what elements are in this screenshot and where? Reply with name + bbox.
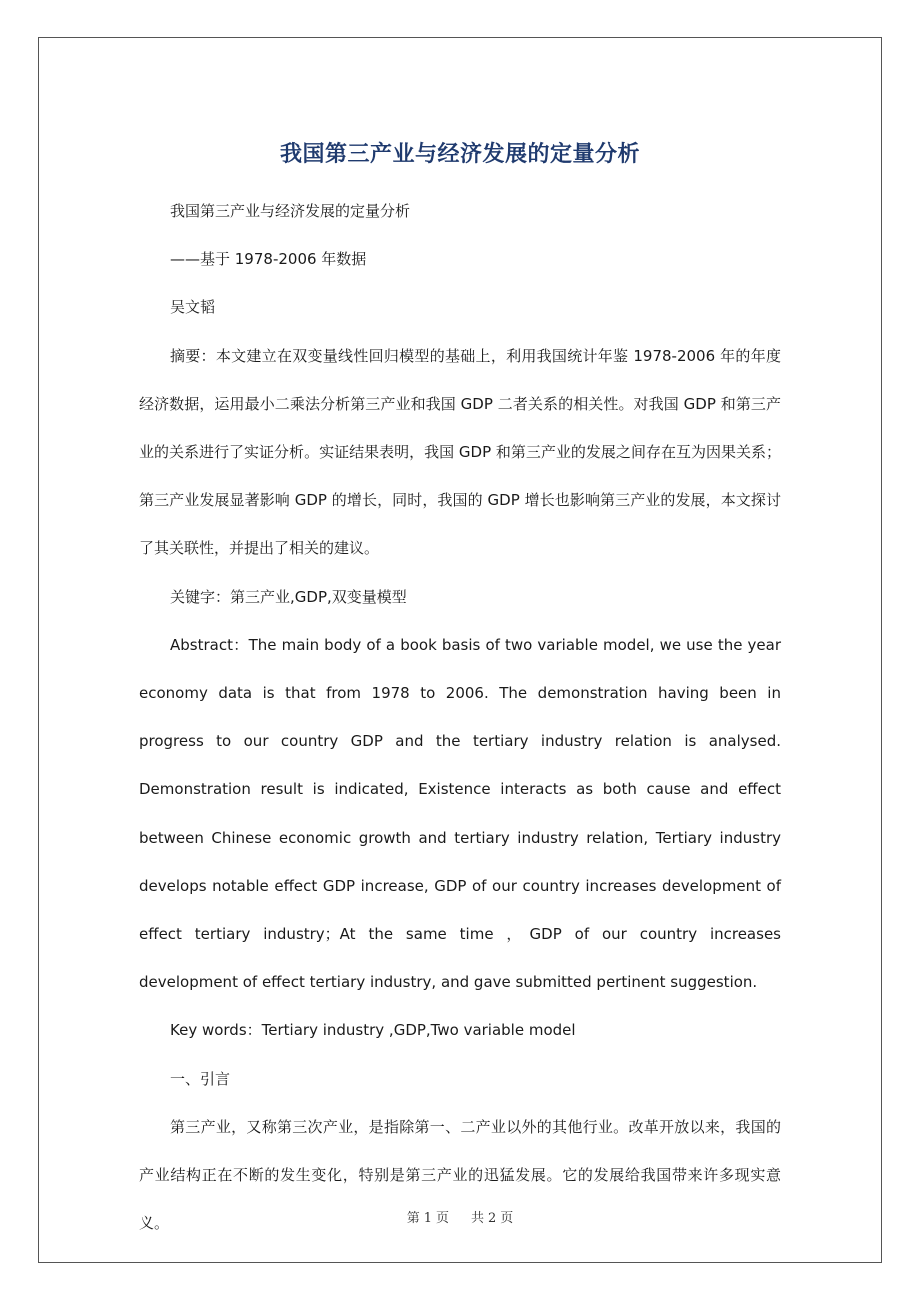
page-footer	[0, 1207, 920, 1226]
total-pages-number: 2	[488, 1211, 497, 1226]
total-unit: 页	[500, 1211, 514, 1226]
intro-paragraph: 第三产业，又称第三次产业，是指除第一、二产业以外的其他行业。改革开放以来，我国的产业结构正在不断的发生变化，特别是第三产业的迅猛发展。它的发展给我国带来许多现实意义。	[139, 1117, 781, 1233]
subtitle-paragraph: 我国第三产业与经济发展的定量分析	[170, 202, 411, 220]
abstract-cn-paragraph: 摘要：本文建立在双变量线性回归模型的基础上，利用我国统计年鉴 1978-2006 年的年度经济数据，运用最小二乘法分析第三产业和我国 GDP 二者关系的相关性。对我国 GDP 和第三产业的关系进行了实证分析。实证结果表明，我国 GDP 和第三产业的发展之间存在互为因果关系；第三产业发展显著影响 GDP 的增长，同时，我国的 GDP 增长也影响第三产业的发展，本文探讨了其关联性，并提出了相关的建议。	[139, 346, 781, 558]
document-body	[139, 187, 781, 1247]
page-label: 第	[406, 1211, 420, 1226]
document-title: 我国第三产业与经济发展的定量分析	[279, 141, 640, 167]
data-range-paragraph: ——基于 1978-2006 年数据	[170, 250, 367, 269]
keywords-en-paragraph: Key words：Tertiary industry ,GDP,Two variable model	[170, 1021, 576, 1040]
keywords-cn-paragraph: 关键字：第三产业,GDP,双变量模型	[170, 587, 407, 606]
section-heading-intro: 一、引言	[170, 1069, 231, 1088]
current-page-number: 1	[423, 1211, 432, 1226]
abstract-en-paragraph: Abstract：The main body of a book basis of two variable model, we use the year economy data is that from 1978 to 2006. The demonstration having been in progress to our country GDP and the tertiary industry relation is analysed. Demonstration result is indicated, Existence interacts as both cause and effect between Chinese economic growth and tertiary industry relation, Tertiary industry develops notable effect GDP increase, GDP of our country increases development of effect tertiary industry；At the same time ，GDP of our country increases development of effect tertiary industry, and gave submitted pertinent suggestion.	[139, 635, 781, 992]
page-unit: 页	[435, 1211, 449, 1226]
author-paragraph: 吴文韬	[170, 298, 216, 317]
total-label: 共	[471, 1211, 485, 1226]
